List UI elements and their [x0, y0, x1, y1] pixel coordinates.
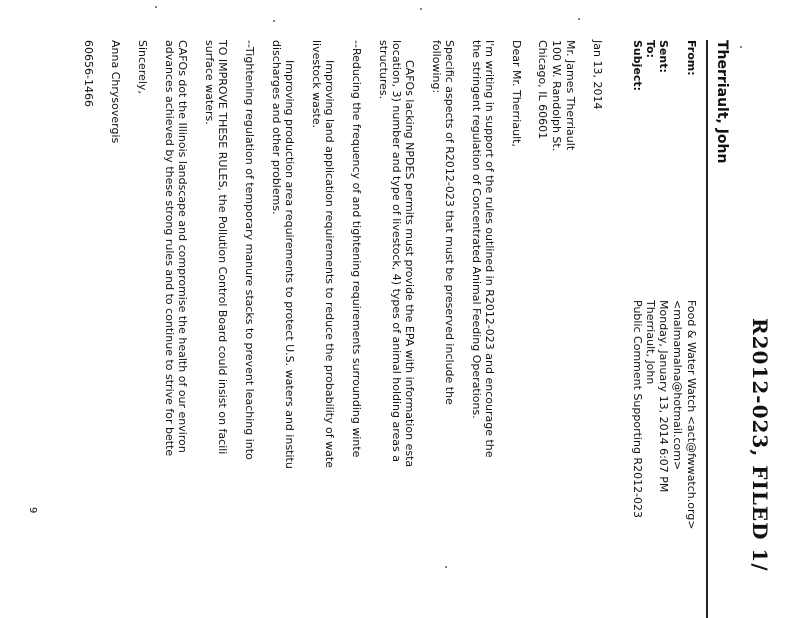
- improving-production-line: Improving production area requirements to protect U.S. waters and institu: [283, 60, 296, 469]
- signer-zip: 60656-1466: [82, 40, 95, 107]
- scan-speck: [155, 6, 157, 8]
- address-line: 100 W. Randolph St.: [550, 40, 563, 152]
- signer-name: Anna Chrysovergis: [109, 40, 122, 144]
- address-line: Chicago, IL 60601: [536, 40, 549, 140]
- signoff: Sincerely,: [136, 40, 149, 94]
- letter-date: Jan 13, 2014: [591, 40, 604, 110]
- page-number: 9: [27, 507, 38, 514]
- to-value: Therriault, John: [644, 300, 657, 385]
- label-to: To:: [644, 40, 657, 58]
- closing-line: CAFOs dot the Illinois landscape and compromise the health of our environ: [176, 40, 189, 453]
- label-subject: Subject:: [631, 40, 644, 92]
- from-value: Food & Water Watch <act@fwwatch.org>: [685, 300, 698, 530]
- improving-land-line: Improving land application requirements to reduce the probability of wate: [323, 60, 336, 468]
- intro-line: the stringent regulation of Concentrated Animal Feeding Operations.: [470, 40, 483, 419]
- scan-speck: [273, 20, 275, 22]
- from-email: <malmamalna@hotmail.com>: [671, 300, 684, 471]
- recipient-title: Therriault, John: [714, 40, 730, 164]
- cafo-line: structures.: [377, 40, 390, 100]
- reducing-line: --Reducing the frequency of and tightening requirements surrounding winte: [350, 40, 363, 458]
- cafo-line: CAFOs lacking NPDES permits must provide the EPA with information esta: [403, 60, 416, 468]
- header-rule: [706, 40, 708, 618]
- improve-line: surface waters.: [203, 40, 216, 125]
- scan-speck: [740, 46, 742, 48]
- filing-banner: R2012-023, FILED 1/: [748, 318, 772, 572]
- cafo-line: location, 3) number and type of livestock, 4) types of animal holding areas a: [390, 40, 403, 462]
- subject-value: Public Comment Supporting R2012-023: [631, 300, 644, 519]
- specific-line: Specific aspects of R2012-023 that must be preserved include the: [443, 40, 456, 405]
- improving-land-line: livestock waste.: [310, 40, 323, 129]
- label-from: From:: [685, 40, 698, 76]
- address-line: Mr. James Therriault: [564, 40, 577, 151]
- closing-line: advances achieved by these strong rules and to continue to strive for bette: [163, 40, 176, 457]
- label-sent: Sent:: [657, 40, 670, 73]
- intro-line: I'm writing in support of the rules outlined in R2012-023 and encourage the: [483, 40, 496, 458]
- sent-value: Monday, January 13, 2014 6:07 PM: [657, 300, 670, 493]
- scan-speck: [578, 18, 580, 20]
- scan-speck: [420, 8, 422, 10]
- scan-speck: [445, 566, 447, 568]
- improving-production-line: discharges and other problems.: [270, 40, 283, 215]
- specific-line: following:: [430, 40, 443, 94]
- tightening-line: --Tightening regulation of temporary manure stacks to prevent leaching into: [243, 40, 256, 460]
- improve-line: TO IMPROVE THESE RULES, the Pollution Control Board could insist on facili: [216, 40, 229, 455]
- salutation: Dear Mr. Therriault,: [510, 40, 523, 147]
